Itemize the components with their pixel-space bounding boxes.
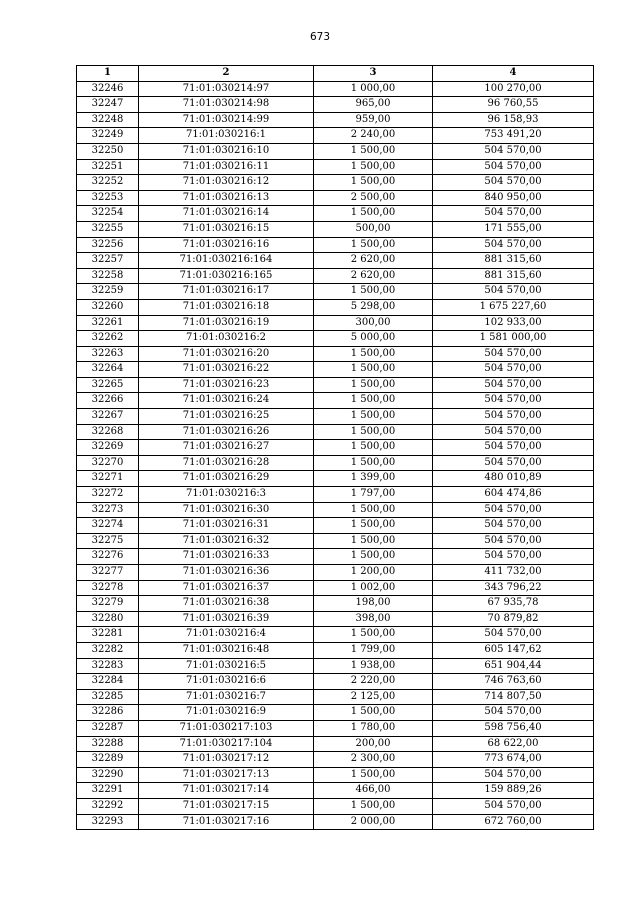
value-cell: 159 889,26 [433,783,594,799]
value-cell: 753 491,20 [433,128,594,144]
value-cell: 504 570,00 [433,440,594,456]
area-cell: 2 620,00 [314,253,433,269]
value-cell: 70 879,82 [433,611,594,627]
row-number-cell: 32248 [77,112,139,128]
value-cell: 504 570,00 [433,237,594,253]
area-cell: 198,00 [314,596,433,612]
area-cell: 1 500,00 [314,362,433,378]
value-cell: 773 674,00 [433,752,594,768]
area-cell: 398,00 [314,611,433,627]
area-cell: 1 780,00 [314,720,433,736]
cadastral-number-cell: 71:01:030216:30 [139,502,314,518]
area-cell: 1 500,00 [314,237,433,253]
cadastral-number-cell: 71:01:030216:3 [139,487,314,503]
area-cell: 300,00 [314,315,433,331]
row-number-cell: 32285 [77,689,139,705]
value-cell: 1 675 227,60 [433,299,594,315]
value-cell: 504 570,00 [433,175,594,191]
row-number-cell: 32287 [77,720,139,736]
cadastral-number-cell: 71:01:030216:2 [139,331,314,347]
area-cell: 500,00 [314,221,433,237]
table-row [77,159,594,175]
area-cell: 1 500,00 [314,455,433,471]
area-cell: 2 500,00 [314,190,433,206]
column-header-4: 4 [433,66,594,82]
value-cell: 504 570,00 [433,159,594,175]
cadastral-number-cell: 71:01:030216:9 [139,705,314,721]
row-number-cell: 32279 [77,596,139,612]
cadastral-number-cell: 71:01:030216:26 [139,424,314,440]
table-row [77,720,594,736]
row-number-cell: 32246 [77,81,139,97]
row-number-cell: 32266 [77,393,139,409]
cadastral-number-cell: 71:01:030216:15 [139,221,314,237]
row-number-cell: 32280 [77,611,139,627]
cadastral-number-cell: 71:01:030216:27 [139,440,314,456]
cadastral-number-cell: 71:01:030216:7 [139,689,314,705]
cadastral-number-cell: 71:01:030216:165 [139,268,314,284]
table-row [77,674,594,690]
cadastral-number-cell: 71:01:030216:36 [139,565,314,581]
table-row [77,580,594,596]
row-number-cell: 32293 [77,814,139,830]
area-cell: 1 500,00 [314,143,433,159]
row-number-cell: 32256 [77,237,139,253]
cadastral-number-cell: 71:01:030216:33 [139,549,314,565]
row-number-cell: 32289 [77,752,139,768]
cadastral-number-cell: 71:01:030216:10 [139,143,314,159]
table-row [77,596,594,612]
area-cell: 1 500,00 [314,393,433,409]
row-number-cell: 32278 [77,580,139,596]
value-cell: 504 570,00 [433,206,594,222]
page-number: 673 [309,31,331,43]
row-number-cell: 32258 [77,268,139,284]
table-row [77,798,594,814]
table-row [77,175,594,191]
value-cell: 504 570,00 [433,393,594,409]
area-cell: 5 298,00 [314,299,433,315]
area-cell: 1 500,00 [314,346,433,362]
row-number-cell: 32275 [77,533,139,549]
row-number-cell: 32273 [77,502,139,518]
table-row [77,331,594,347]
area-cell: 2 620,00 [314,268,433,284]
area-cell: 466,00 [314,783,433,799]
value-cell: 504 570,00 [433,455,594,471]
table-row [77,642,594,658]
area-cell: 1 500,00 [314,377,433,393]
row-number-cell: 32277 [77,565,139,581]
row-number-cell: 32270 [77,455,139,471]
value-cell: 672 760,00 [433,814,594,830]
row-number-cell: 32263 [77,346,139,362]
value-cell: 504 570,00 [433,518,594,534]
row-number-cell: 32272 [77,487,139,503]
value-cell: 96 158,93 [433,112,594,128]
table-row [77,81,594,97]
cadastral-number-cell: 71:01:030217:104 [139,736,314,752]
table-row [77,237,594,253]
area-cell: 2 300,00 [314,752,433,768]
table-row [77,206,594,222]
table-row [77,362,594,378]
value-cell: 746 763,60 [433,674,594,690]
cadastral-number-cell: 71:01:030216:6 [139,674,314,690]
table-row [77,518,594,534]
row-number-cell: 32286 [77,705,139,721]
cadastral-number-cell: 71:01:030216:164 [139,253,314,269]
value-cell: 504 570,00 [433,377,594,393]
row-number-cell: 32264 [77,362,139,378]
cadastral-number-cell: 71:01:030217:13 [139,767,314,783]
table-row [77,736,594,752]
table-row [77,424,594,440]
cadastral-number-cell: 71:01:030217:12 [139,752,314,768]
value-cell: 504 570,00 [433,767,594,783]
cadastral-number-cell: 71:01:030216:39 [139,611,314,627]
value-cell: 102 933,00 [433,315,594,331]
row-number-cell: 32257 [77,253,139,269]
cadastral-number-cell: 71:01:030216:19 [139,315,314,331]
cadastral-number-cell: 71:01:030214:97 [139,81,314,97]
row-number-cell: 32288 [77,736,139,752]
area-cell: 2 000,00 [314,814,433,830]
value-cell: 504 570,00 [433,627,594,643]
cadastral-number-cell: 71:01:030216:12 [139,175,314,191]
row-number-cell: 32291 [77,783,139,799]
area-cell: 2 220,00 [314,674,433,690]
row-number-cell: 32252 [77,175,139,191]
area-cell: 1 500,00 [314,549,433,565]
data-table [76,65,594,830]
table-row [77,128,594,144]
cadastral-number-cell: 71:01:030216:13 [139,190,314,206]
area-cell: 1 500,00 [314,627,433,643]
cadastral-number-cell: 71:01:030217:15 [139,798,314,814]
cadastral-number-cell: 71:01:030216:18 [139,299,314,315]
table-row [77,783,594,799]
table-row [77,627,594,643]
value-cell: 651 904,44 [433,658,594,674]
value-cell: 504 570,00 [433,409,594,425]
value-cell: 504 570,00 [433,362,594,378]
value-cell: 504 570,00 [433,798,594,814]
area-cell: 1 500,00 [314,159,433,175]
table-row [77,533,594,549]
value-cell: 714 807,50 [433,689,594,705]
value-cell: 840 950,00 [433,190,594,206]
area-cell: 200,00 [314,736,433,752]
value-cell: 504 570,00 [433,502,594,518]
table-row [77,502,594,518]
value-cell: 411 732,00 [433,565,594,581]
row-number-cell: 32274 [77,518,139,534]
cadastral-number-cell: 71:01:030216:48 [139,642,314,658]
area-cell: 2 125,00 [314,689,433,705]
area-cell: 1 500,00 [314,440,433,456]
area-cell: 1 500,00 [314,502,433,518]
value-cell: 605 147,62 [433,642,594,658]
cadastral-number-cell: 71:01:030216:28 [139,455,314,471]
row-number-cell: 32261 [77,315,139,331]
row-number-cell: 32265 [77,377,139,393]
area-cell: 1 500,00 [314,533,433,549]
cadastral-number-cell: 71:01:030216:5 [139,658,314,674]
area-cell: 1 200,00 [314,565,433,581]
area-cell: 965,00 [314,97,433,113]
table-row [77,549,594,565]
value-cell: 504 570,00 [433,424,594,440]
value-cell: 504 570,00 [433,346,594,362]
row-number-cell: 32262 [77,331,139,347]
cadastral-number-cell: 71:01:030216:31 [139,518,314,534]
table-row [77,268,594,284]
table-row [77,814,594,830]
value-cell: 480 010,89 [433,471,594,487]
cadastral-number-cell: 71:01:030214:99 [139,112,314,128]
table-row [77,471,594,487]
value-cell: 604 474,86 [433,487,594,503]
cadastral-number-cell: 71:01:030216:24 [139,393,314,409]
row-number-cell: 32247 [77,97,139,113]
area-cell: 1 002,00 [314,580,433,596]
value-cell: 171 555,00 [433,221,594,237]
table-row [77,409,594,425]
area-cell: 959,00 [314,112,433,128]
table-row [77,221,594,237]
cadastral-number-cell: 71:01:030216:14 [139,206,314,222]
column-header-1: 1 [77,66,139,82]
row-number-cell: 32260 [77,299,139,315]
table-row [77,299,594,315]
table-row [77,112,594,128]
cadastral-number-cell: 71:01:030216:16 [139,237,314,253]
row-number-cell: 32282 [77,642,139,658]
table-row [77,689,594,705]
value-cell: 504 570,00 [433,549,594,565]
cadastral-number-cell: 71:01:030216:22 [139,362,314,378]
row-number-cell: 32249 [77,128,139,144]
value-cell: 504 570,00 [433,284,594,300]
row-number-cell: 32284 [77,674,139,690]
value-cell: 68 622,00 [433,736,594,752]
cadastral-number-cell: 71:01:030216:25 [139,409,314,425]
area-cell: 2 240,00 [314,128,433,144]
area-cell: 1 500,00 [314,798,433,814]
value-cell: 1 581 000,00 [433,331,594,347]
area-cell: 1 399,00 [314,471,433,487]
table-row [77,143,594,159]
table-row [77,658,594,674]
cadastral-number-cell: 71:01:030216:38 [139,596,314,612]
table-row [77,315,594,331]
value-cell: 504 570,00 [433,533,594,549]
cadastral-number-cell: 71:01:030216:32 [139,533,314,549]
value-cell: 504 570,00 [433,705,594,721]
row-number-cell: 32251 [77,159,139,175]
row-number-cell: 32276 [77,549,139,565]
table-row [77,440,594,456]
cadastral-number-cell: 71:01:030214:98 [139,97,314,113]
cadastral-number-cell: 71:01:030216:37 [139,580,314,596]
table-row [77,97,594,113]
value-cell: 100 270,00 [433,81,594,97]
value-cell: 598 756,40 [433,720,594,736]
cadastral-number-cell: 71:01:030217:16 [139,814,314,830]
area-cell: 1 500,00 [314,206,433,222]
table-row [77,455,594,471]
table-header-row [77,66,594,82]
cadastral-number-cell: 71:01:030216:29 [139,471,314,487]
area-cell: 1 500,00 [314,409,433,425]
cadastral-number-cell: 71:01:030216:11 [139,159,314,175]
row-number-cell: 32283 [77,658,139,674]
table-body [77,81,594,830]
row-number-cell: 32254 [77,206,139,222]
row-number-cell: 32271 [77,471,139,487]
area-cell: 5 000,00 [314,331,433,347]
area-cell: 1 799,00 [314,642,433,658]
column-header-2: 2 [139,66,314,82]
cadastral-number-cell: 71:01:030216:1 [139,128,314,144]
table-row [77,611,594,627]
area-cell: 1 500,00 [314,175,433,191]
row-number-cell: 32253 [77,190,139,206]
value-cell: 67 935,78 [433,596,594,612]
cadastral-number-cell: 71:01:030217:103 [139,720,314,736]
row-number-cell: 32250 [77,143,139,159]
value-cell: 504 570,00 [433,143,594,159]
cadastral-number-cell: 71:01:030216:17 [139,284,314,300]
table-row [77,284,594,300]
row-number-cell: 32281 [77,627,139,643]
table-row [77,346,594,362]
table-row [77,377,594,393]
row-number-cell: 32267 [77,409,139,425]
cadastral-number-cell: 71:01:030216:20 [139,346,314,362]
area-cell: 1 500,00 [314,767,433,783]
table-row [77,253,594,269]
area-cell: 1 000,00 [314,81,433,97]
area-cell: 1 938,00 [314,658,433,674]
area-cell: 1 797,00 [314,487,433,503]
cadastral-number-cell: 71:01:030217:14 [139,783,314,799]
table-row [77,190,594,206]
table-row [77,705,594,721]
row-number-cell: 32292 [77,798,139,814]
value-cell: 343 796,22 [433,580,594,596]
cadastral-number-cell: 71:01:030216:4 [139,627,314,643]
row-number-cell: 32268 [77,424,139,440]
area-cell: 1 500,00 [314,705,433,721]
cadastral-number-cell: 71:01:030216:23 [139,377,314,393]
area-cell: 1 500,00 [314,284,433,300]
row-number-cell: 32269 [77,440,139,456]
table-row [77,565,594,581]
table-row [77,767,594,783]
table-row [77,752,594,768]
value-cell: 881 315,60 [433,268,594,284]
row-number-cell: 32255 [77,221,139,237]
value-cell: 881 315,60 [433,253,594,269]
column-header-3: 3 [314,66,433,82]
row-number-cell: 32290 [77,767,139,783]
area-cell: 1 500,00 [314,518,433,534]
area-cell: 1 500,00 [314,424,433,440]
table-row [77,393,594,409]
value-cell: 96 760,55 [433,97,594,113]
table-row [77,487,594,503]
row-number-cell: 32259 [77,284,139,300]
